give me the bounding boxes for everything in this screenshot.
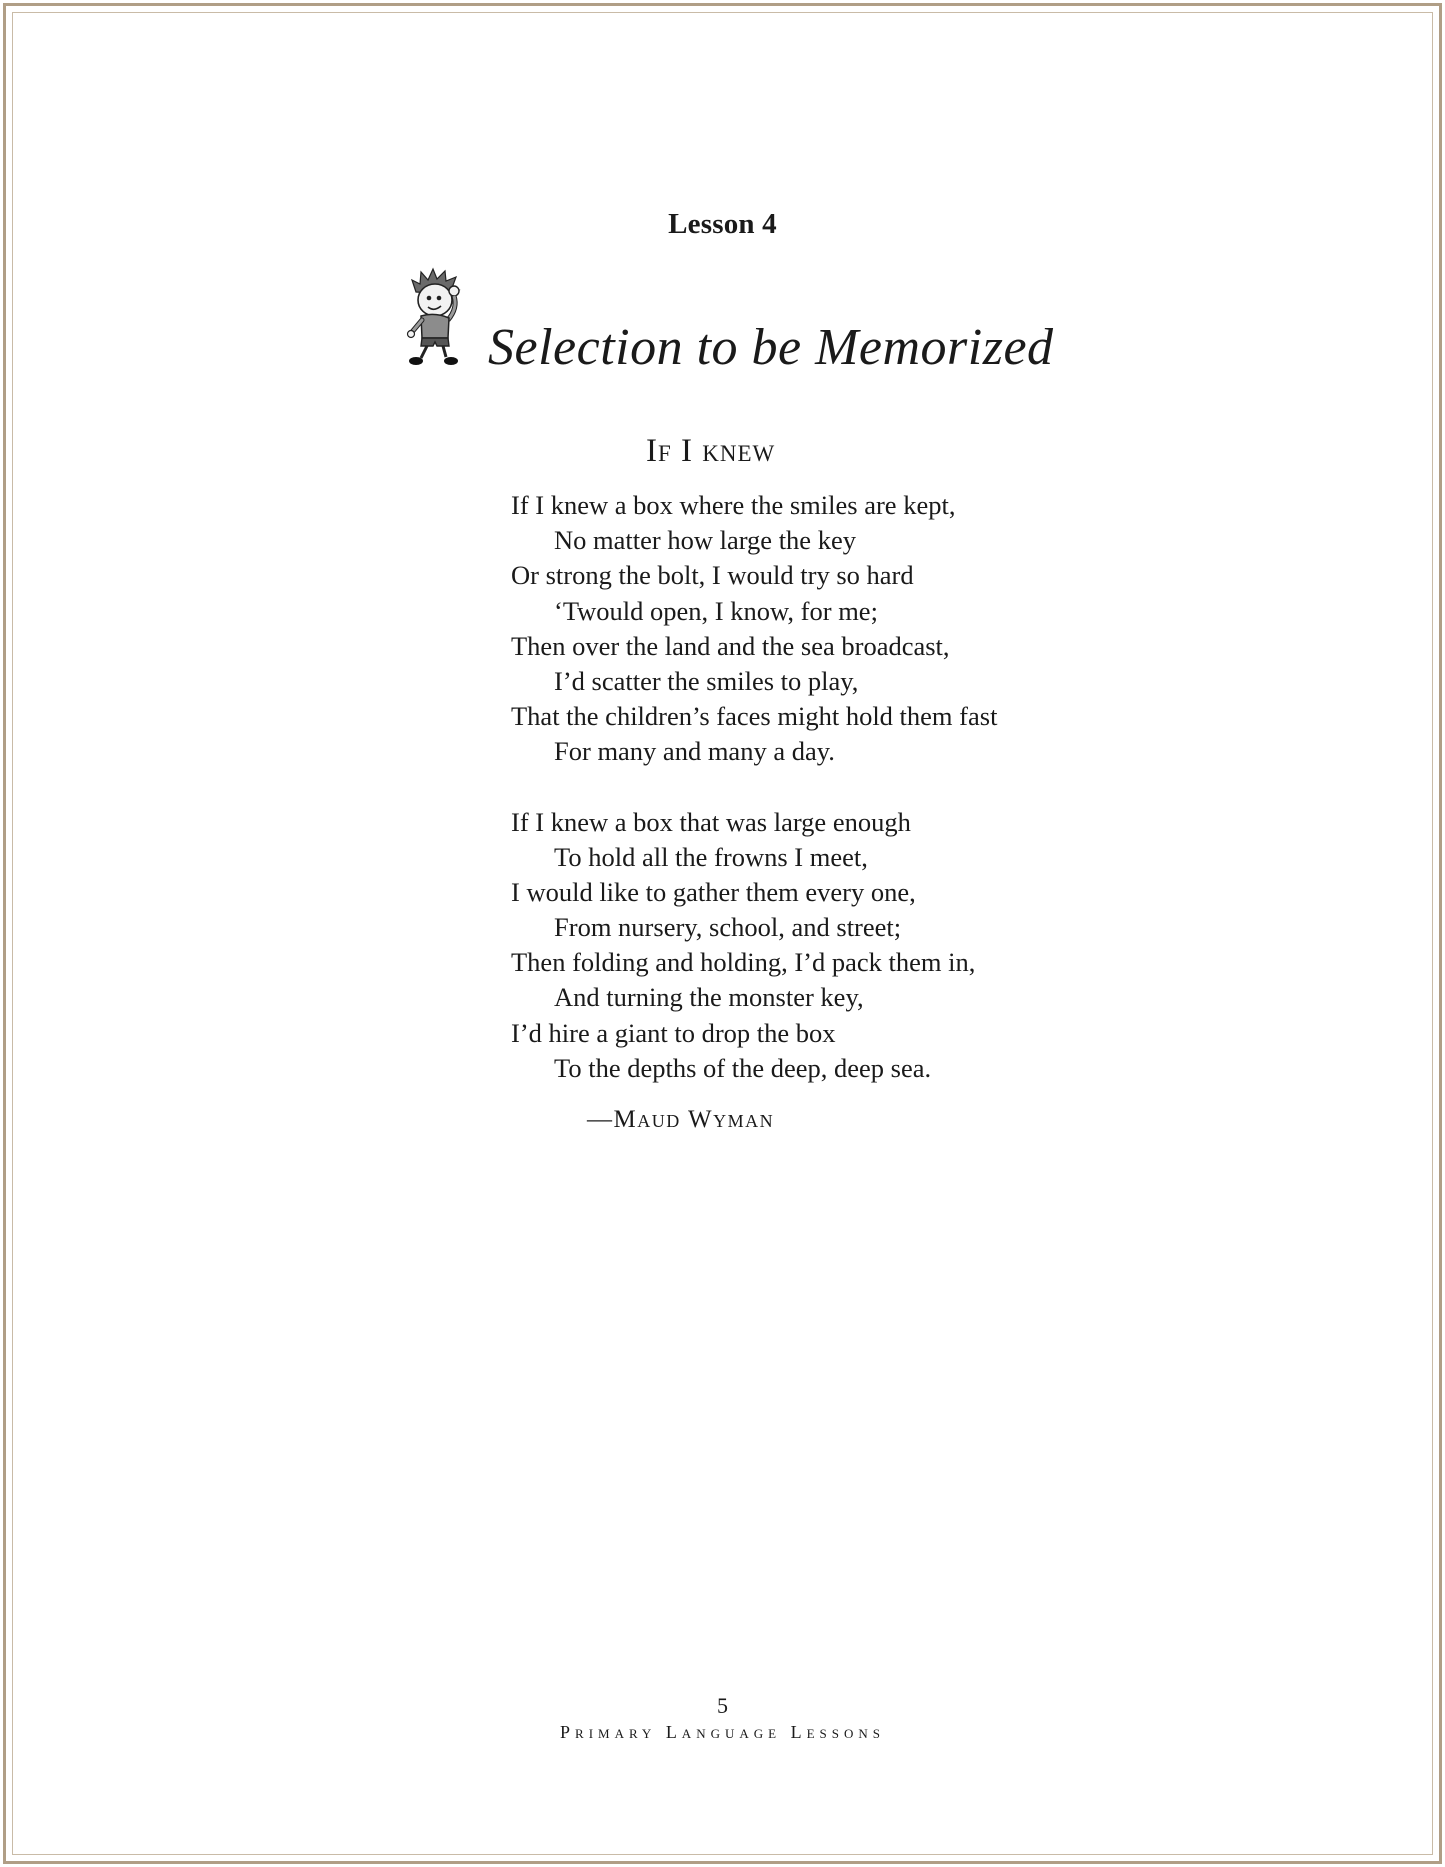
poem-body	[511, 488, 997, 1086]
poem-stanza-2	[511, 805, 997, 1087]
poem-line: For many and many a day.	[554, 736, 835, 767]
poem-line: I’d scatter the smiles to play,	[554, 665, 859, 696]
child-thinking-icon	[404, 266, 470, 370]
poem-line: I would like to gather them every one,	[511, 876, 916, 907]
book-title: Primary Language Lessons	[560, 1722, 885, 1742]
poem-line: To the depths of the deep, deep sea.	[554, 1052, 932, 1083]
poem-author: —Maud Wyman	[587, 1106, 775, 1133]
poem-line: Then folding and holding, I’d pack them in,	[511, 947, 976, 978]
section-title: Selection to be Memorized	[488, 319, 1054, 376]
poem-stanza-1	[511, 488, 997, 770]
poem-line: I’d hire a giant to drop the box	[511, 1017, 836, 1048]
poem-title: If I knew	[646, 433, 776, 469]
poem-line: If I knew a box where the smiles are kept,	[511, 490, 956, 520]
lesson-heading: Lesson 4	[668, 208, 777, 240]
poem-line: That the children’s faces might hold them fast	[511, 701, 998, 732]
poem-line: Then over the land and the sea broadcast,	[511, 630, 950, 661]
poem-line: ‘Twould open, I know, for me;	[554, 595, 878, 626]
poem-line: From nursery, school, and street;	[554, 912, 902, 943]
poem-line: To hold all the frowns I meet,	[554, 841, 868, 872]
poem-line: Or strong the bolt, I would try so hard	[511, 560, 914, 591]
page-number: 5	[717, 1693, 728, 1718]
poem-line: No matter how large the key	[554, 525, 856, 556]
stanza-spacer	[511, 770, 997, 805]
poem-line: If I knew a box that was large enough	[511, 806, 911, 837]
poem-line: And turning the monster key,	[554, 982, 864, 1013]
